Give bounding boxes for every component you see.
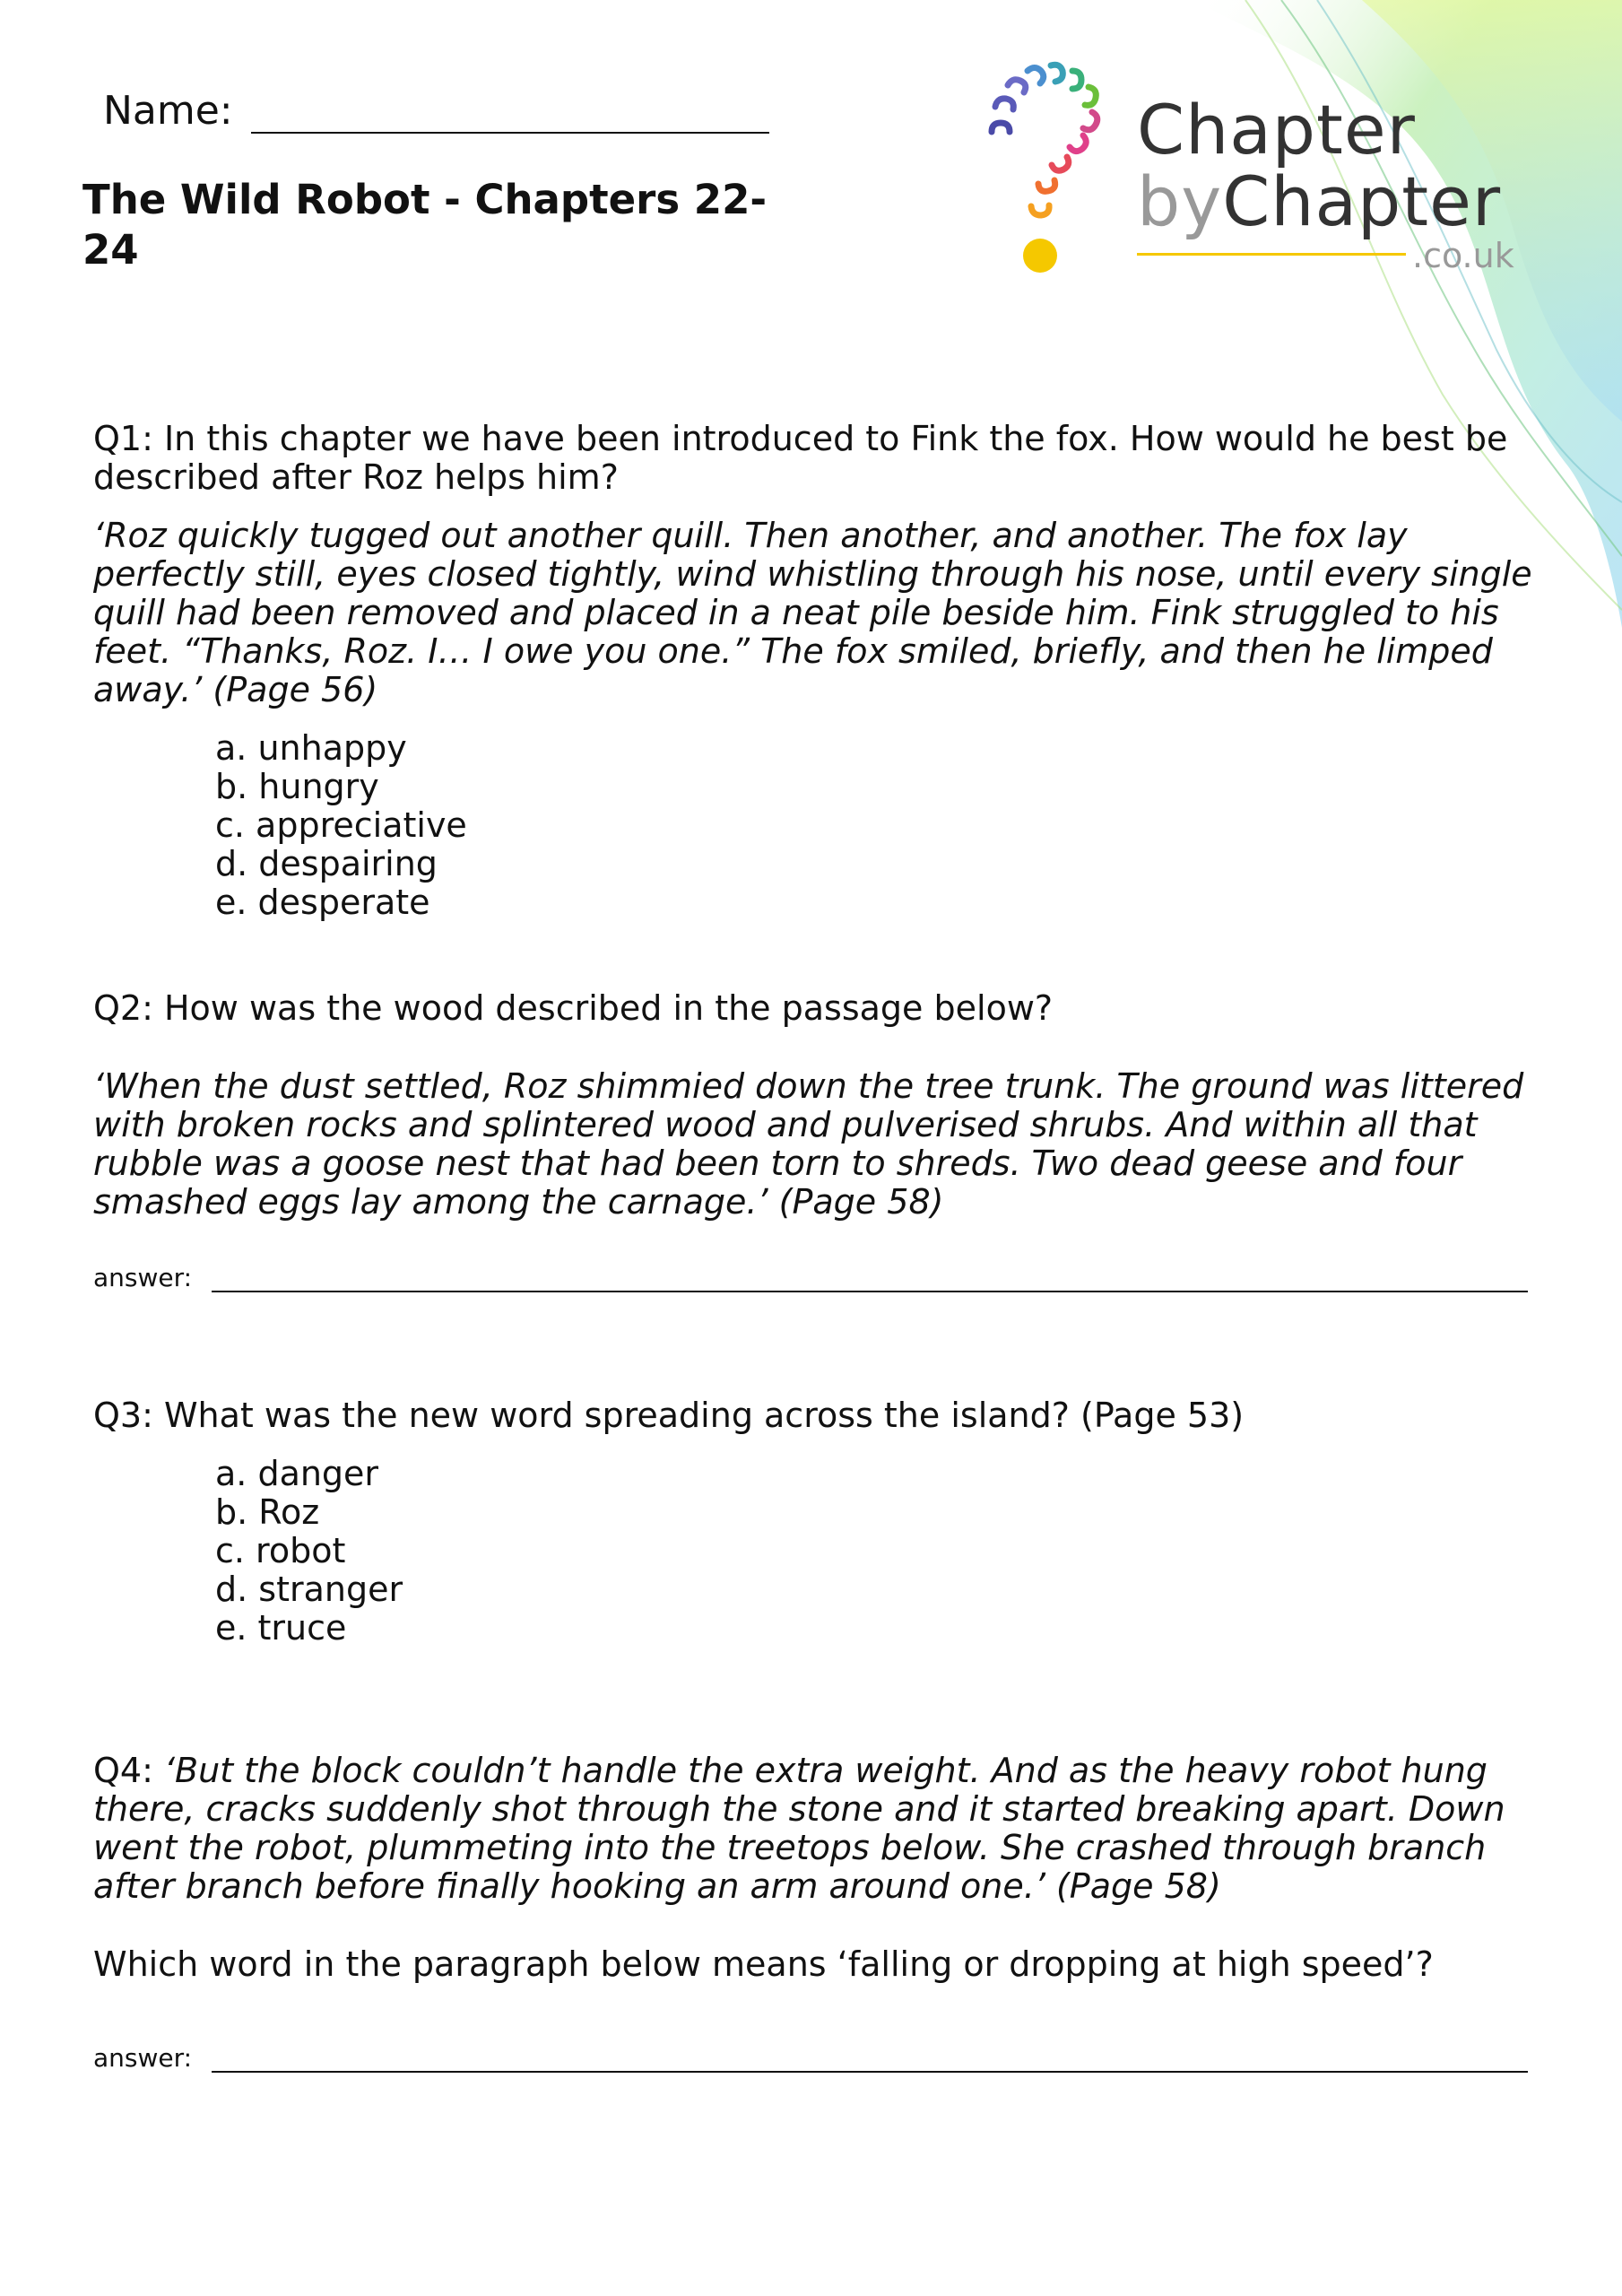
option-c[interactable]: c. appreciative [215, 805, 467, 845]
question-4-prefix: Q4: [93, 1751, 164, 1790]
name-row [103, 88, 769, 134]
question-3 [93, 1396, 1546, 1648]
logo-domain-suffix: .co.uk [1412, 236, 1514, 275]
option-e[interactable]: e. desperate [215, 883, 430, 922]
question-4-answer [93, 2043, 1528, 2073]
option-d[interactable]: d. stranger [215, 1570, 403, 1609]
question-2-answer [93, 1263, 1528, 1292]
name-label: Name: [103, 88, 233, 134]
question-1 [93, 420, 1546, 922]
question-2-quote: ‘When the dust settled, Roz shimmied down the tree trunk. The ground was littered with broken rocks and splintered wood and pulverised shrubs. And within all that rubble was a goose nest that had been torn to shreds. Two dead geese and four smashed eggs lay among the carnage.’ (Page 58) [93, 1066, 1524, 1222]
question-2-text: Q2: How was the wood described in the passage below? [93, 988, 1054, 1028]
option-b[interactable]: b. hungry [215, 767, 379, 806]
answer-label: answer: [93, 1263, 193, 1292]
question-mark-books-icon [967, 49, 1146, 318]
answer-label: answer: [93, 2043, 193, 2073]
option-e[interactable]: e. truce [215, 1608, 347, 1648]
option-a[interactable]: a. danger [215, 1454, 379, 1493]
worksheet-title: The Wild Robot - Chapters 22-24 [82, 176, 768, 274]
logo-word-chapter-2: Chapter [1222, 161, 1502, 241]
question-4-text: Which word in the paragraph below means ‘falling or dropping at high speed’? [93, 1944, 1434, 1984]
option-a[interactable]: a. unhappy [215, 728, 407, 768]
logo-underline [1137, 253, 1406, 256]
logo-word-bychapter [1137, 161, 1502, 241]
option-d[interactable]: d. despairing [215, 844, 438, 883]
question-2 [93, 989, 1546, 1222]
question-4-quote-para [93, 1752, 1546, 1906]
question-1-text: Q1: In this chapter we have been introduced to Fink the fox. How would he best be described after Roz helps him? [93, 419, 1508, 497]
option-b[interactable]: b. Roz [215, 1492, 320, 1532]
answer-line[interactable] [212, 1269, 1528, 1292]
question-4 [93, 1752, 1546, 1984]
logo-wordmark [1137, 90, 1502, 241]
logo [967, 49, 1540, 318]
question-1-options [215, 729, 1546, 922]
option-c[interactable]: c. robot [215, 1531, 346, 1570]
question-4-quote: ‘But the block couldn’t handle the extra weight. And as the heavy robot hung there, cracks suddenly shot through the stone and it started breaking apart. Down went the robot, plummeting into the treetops below. She crashed through branch after branch before finally hooking an arm around one.’ (Page 58) [93, 1751, 1505, 1906]
name-field-line [251, 89, 769, 134]
logo-word-chapter: Chapter [1137, 90, 1416, 170]
question-3-options [215, 1455, 1546, 1648]
logo-word-by: by [1137, 161, 1223, 241]
answer-line[interactable] [212, 2049, 1528, 2073]
question-1-quote: ‘Roz quickly tugged out another quill. Then another, and another. The fox lay perfectly still, eyes closed tightly, wind whistling through his nose, until every single quill had been removed and placed in a neat pile beside him. Fink struggled to his feet. “Thanks, Roz. I… I owe you one.” The fox smiled, briefly, and then he limped away.’ (Page 56) [93, 516, 1532, 709]
question-3-text: Q3: What was the new word spreading across the island? (Page 53) [93, 1396, 1245, 1435]
